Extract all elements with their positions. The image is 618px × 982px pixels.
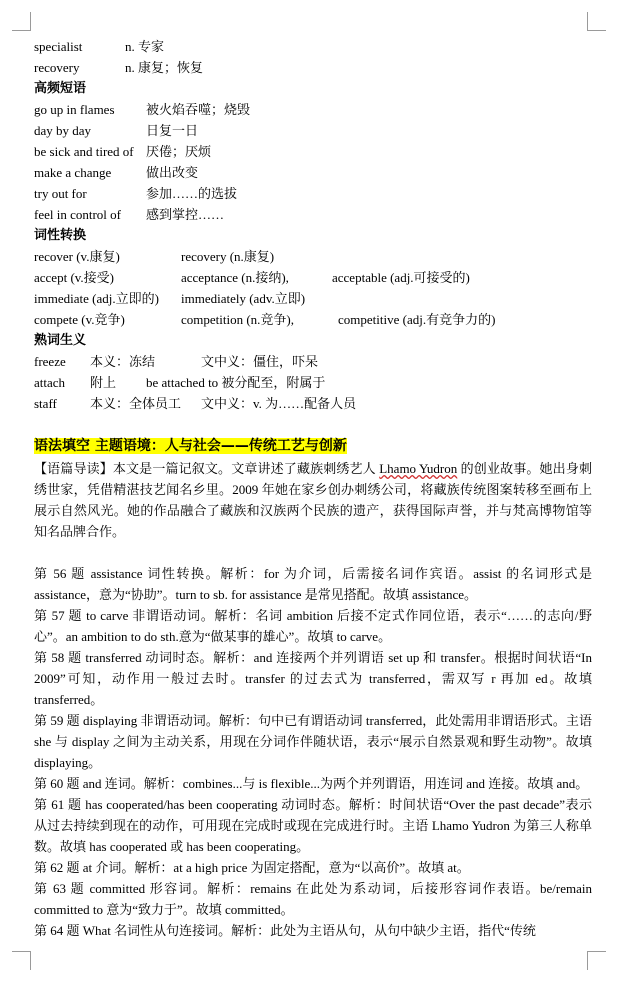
phrase-zh: 被火焰吞噬；烧毁: [146, 102, 251, 117]
phrases-heading: 高频短语: [34, 81, 87, 96]
conversion-derived: competition (n.竞争),: [181, 312, 295, 327]
polysemy-word: staff: [34, 396, 57, 411]
answer-58: 第 58 题 transferred 动词时态。解析：and 连接两个并列谓语 set up 和 transfer。根据时间状语“In 2009”可知，动作用一般过去时。transfer 的过去式为 transferred，需双写 r 再加 ed。故填 transferred。: [34, 650, 592, 707]
answer-64: 第 64 题 What 名词性从句连接词。解析：此处为主语从句，从句中缺少主语，指代“传统: [34, 923, 536, 938]
phrase-en: go up in flames: [34, 102, 115, 117]
conversion-derived-2: competitive (adj.有竞争力的): [338, 312, 496, 327]
conversion-heading: 词性转换: [34, 228, 87, 243]
page-corner-mark: [12, 951, 31, 970]
polysemy-original: 附上: [90, 375, 117, 390]
polysemy-row: [34, 351, 592, 372]
conversion-derived-2: acceptable (adj.可接受的): [332, 270, 470, 285]
phrase-en: make a change: [34, 165, 112, 180]
answer-59: 第 59 题 displaying 非谓语动词。解析：句中已有谓语动词 transferred，此处需用非谓语形式。主语 she 与 display 之间为主动关系，用现在分词作伴随状语，表示“展示自然景观和野生动物”。故填 displaying。: [34, 713, 592, 770]
phrase-row: [34, 120, 592, 141]
vocab-word: specialist: [34, 39, 83, 54]
conversion-row: [34, 288, 592, 309]
phrase-en: feel in control of: [34, 207, 121, 222]
answer-56: 第 56 题 assistance 词性转换。解析：for 为介词，后需接名词作宾语。assist 的名词形式是 assistance，意为“协助”。turn to sb. for assistance 是常见搭配。故填 assistance。: [34, 566, 592, 602]
phrase-zh: 做出改变: [146, 165, 199, 180]
polysemy-row: [34, 393, 592, 414]
answer-62: 第 62 题 at 介词。解析：at a high price 为固定搭配，意为“以高价”。故填 at。: [34, 860, 470, 875]
answer-60: 第 60 题 and 连词。解析：combines...与 is flexible...为两个并列谓语，用连词 and 连接。故填 and。: [34, 776, 589, 791]
phrase-en: day by day: [34, 123, 92, 138]
conversion-base: recover (v.康复): [34, 249, 120, 264]
vocab-word: recovery: [34, 60, 80, 75]
page-corner-mark: [587, 951, 606, 970]
conversion-row: [34, 246, 592, 267]
phrase-row: [34, 162, 592, 183]
vocab-row: [34, 36, 592, 57]
vocab-meaning: n. 专家: [125, 39, 165, 54]
polysemy-original: 本义：全体员工: [90, 396, 182, 411]
phrase-zh: 日复一日: [146, 123, 199, 138]
conversion-derived: immediately (adv.立即): [181, 291, 306, 306]
polysemy-context: be attached to 被分配至，附属于: [146, 375, 326, 390]
conversion-derived: recovery (n.康复): [181, 249, 275, 264]
phrase-en: try out for: [34, 186, 87, 201]
answer-63: 第 63 题 committed 形容词。解析：remains 在此处为系动词，后接形容词作表语。be/remain committed to 意为“致力于”。故填 committed。: [34, 881, 592, 917]
phrase-row: [34, 99, 592, 120]
polysemy-word: freeze: [34, 354, 66, 369]
page-corner-mark: [12, 12, 31, 31]
polysemy-row: [34, 372, 592, 393]
guide-name: Lhamo Yudron: [379, 461, 458, 476]
phrase-zh: 厌倦；厌烦: [146, 144, 212, 159]
phrase-zh: 感到掌控……: [146, 207, 225, 222]
polysemy-context: 文中义：僵住，吓呆: [201, 354, 319, 369]
section-title: [34, 435, 592, 458]
conversion-derived: acceptance (n.接纳),: [181, 270, 289, 285]
vocab-meaning: n. 康复；恢复: [125, 60, 204, 75]
passage-guide: [34, 458, 592, 542]
polysemy-original: 本义：冻结: [90, 354, 156, 369]
answer-61: 第 61 题 has cooperated/has been cooperating 动词时态。解析：时间状语“Over the past decade”表示从过去持续到现在的动作，可用现在完成时或现在完成进行时。主语 Lhamo Yudron 为第三人称单数。故填 has cooperated 或 has been cooperating。: [34, 797, 592, 854]
conversion-base: immediate (adj.立即的): [34, 291, 159, 306]
page-corner-mark: [587, 12, 606, 31]
document-body: [34, 36, 592, 941]
polysemy-heading: 熟词生义: [34, 333, 87, 348]
phrase-en: be sick and tired of: [34, 144, 134, 159]
vocab-row: [34, 57, 592, 78]
section-title-text: 语法填空 主题语境：人与社会——传统工艺与创新: [34, 438, 347, 454]
conversion-row: [34, 309, 592, 330]
conversion-base: accept (v.接受): [34, 270, 115, 285]
answer-57: 第 57 题 to carve 非谓语动词。解析：名词 ambition 后接不定式作同位语，表示“……的志向/野心”。an ambition to do sth.意为“做某事的雄心”。故填 to carve。: [34, 608, 592, 644]
phrase-row: [34, 204, 592, 225]
phrase-zh: 参加……的选拔: [146, 186, 238, 201]
conversion-row: [34, 267, 592, 288]
phrase-row: [34, 141, 592, 162]
conversion-base: compete (v.竞争): [34, 312, 125, 327]
guide-text: 的创业故事。她出身刺绣世家，凭借精湛技艺闻名乡里。2009 年她在家乡创办刺绣公司，将藏族传统图案转移至画布上展示自然风光。她的作品融合了藏族和汉族两个民族的遗产，获得国际声誉，并与梵高博物馆等知名品牌合作。: [34, 461, 592, 539]
polysemy-word: attach: [34, 375, 66, 390]
guide-text: 【语篇导读】本文是一篇记叙文。文章讲述了藏族刺绣艺人: [34, 461, 380, 476]
polysemy-context: 文中义：v. 为……配备人员: [201, 396, 357, 411]
phrase-row: [34, 183, 592, 204]
